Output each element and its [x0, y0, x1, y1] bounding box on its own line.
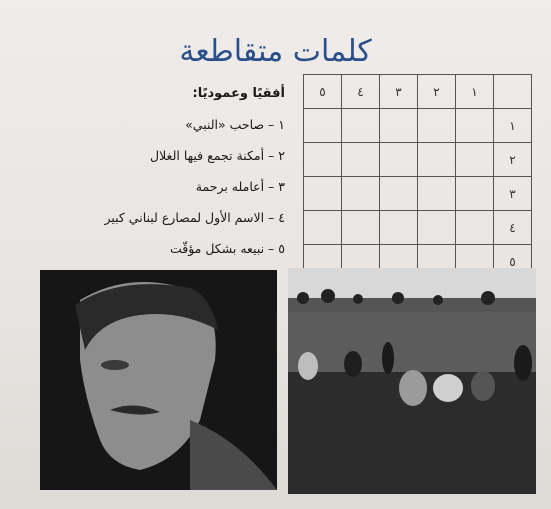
grid-cell[interactable] — [342, 177, 380, 211]
grid-corner — [494, 75, 532, 109]
grid-row — [304, 177, 532, 211]
grid-cell[interactable] — [304, 143, 342, 177]
portrait-photo — [40, 270, 277, 490]
clues-list — [45, 78, 285, 264]
grid-header-row — [304, 75, 532, 109]
grid-cell[interactable] — [418, 109, 456, 143]
grid-cell[interactable] — [456, 211, 494, 245]
grid-cell[interactable] — [418, 211, 456, 245]
col-header: ١ — [456, 75, 494, 109]
grid-row — [304, 143, 532, 177]
grid-cell[interactable] — [418, 143, 456, 177]
clue-item: ١ – صاحب «النبي» — [185, 117, 285, 132]
grid-cell[interactable] — [342, 143, 380, 177]
grid-cell[interactable] — [342, 211, 380, 245]
row-header: ٥ — [494, 245, 532, 279]
clue-item: ٥ – نبيعه بشكل مؤقّت — [169, 241, 285, 256]
portrait-illustration — [40, 270, 277, 490]
col-header: ٢ — [418, 75, 456, 109]
field-illustration — [288, 268, 536, 494]
grid-cell[interactable] — [456, 177, 494, 211]
grid-row — [304, 109, 532, 143]
crossword-grid — [303, 74, 532, 279]
row-header: ٤ — [494, 211, 532, 245]
col-header: ٥ — [304, 75, 342, 109]
grid-cell[interactable] — [304, 211, 342, 245]
clue-item: ٢ – أمكنة تجمع فيها الغلال — [150, 148, 285, 163]
row-header: ٣ — [494, 177, 532, 211]
col-header: ٣ — [380, 75, 418, 109]
grid-row — [304, 211, 532, 245]
grid-cell[interactable] — [380, 211, 418, 245]
row-header: ١ — [494, 109, 532, 143]
grid-cell[interactable] — [456, 143, 494, 177]
clue-item: ٣ – أعامله برحمة — [195, 179, 285, 194]
grid-cell[interactable] — [456, 109, 494, 143]
grid-cell[interactable] — [304, 177, 342, 211]
grid-cell[interactable] — [304, 109, 342, 143]
clue-item: ٤ – الاسم الأول لمصارع لبناني كبير — [104, 210, 285, 225]
clues-heading: أفقيًا وعموديًا: — [192, 86, 285, 101]
grid-cell[interactable] — [342, 109, 380, 143]
grid-cell[interactable] — [418, 177, 456, 211]
grid-cell[interactable] — [380, 109, 418, 143]
page-title: كلمات متقاطعة — [179, 34, 372, 70]
grid-cell[interactable] — [380, 177, 418, 211]
grid-cell[interactable] — [380, 143, 418, 177]
col-header: ٤ — [342, 75, 380, 109]
field-photo — [288, 268, 536, 494]
row-header: ٢ — [494, 143, 532, 177]
